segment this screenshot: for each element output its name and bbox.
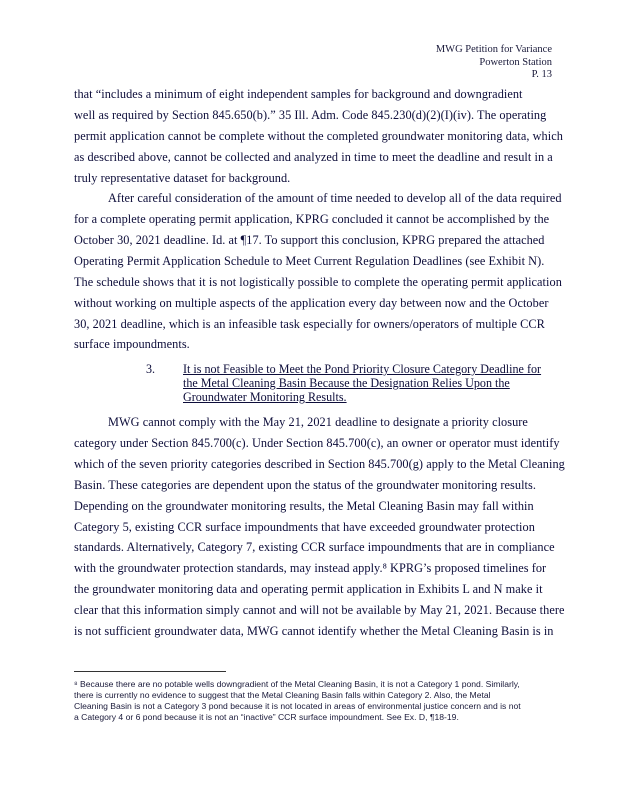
text-line: October 30, 2021 deadline. Id. at ¶17. To support this conclusion, KPRG prepared the attached (74, 233, 545, 247)
text-line: surface impoundments. (74, 337, 190, 351)
footnote-line: a Category 4 or 6 pond because it is not an “inactive” CCR surface impoundment. See Ex. D, ¶18-19. (74, 712, 459, 723)
text-line: truly representative dataset for background. (74, 171, 291, 185)
text-line: the groundwater monitoring data and operating permit application in Exhibits L and N make it (74, 582, 543, 596)
footnote-divider (74, 671, 226, 672)
section-heading-line: It is not Feasible to Meet the Pond Priority Closure Category Deadline for (183, 362, 542, 376)
page-header (436, 44, 552, 82)
text-line: for a complete operating permit application, KPRG concluded it cannot be accomplished by the (74, 212, 550, 226)
text-line: category under Section 845.700(c). Under Section 845.700(c), an owner or operator must identify (74, 436, 560, 450)
text-line: MWG cannot comply with the May 21, 2021 deadline to designate a priority closure (108, 415, 528, 429)
text-line: clear that this information simply cannot and will not be available by May 21, 2021. Because there (74, 603, 565, 617)
text-line: Category 5, existing CCR surface impoundments that have exceeded groundwater protection (74, 520, 535, 534)
header-station: Powerton Station (479, 56, 552, 68)
section-heading-line: Groundwater Monitoring Results. (183, 390, 347, 404)
section-heading (183, 362, 573, 404)
text-line: as described above, cannot be collected and analyzed in time to meet the deadline and result in a (74, 150, 553, 164)
section-number: 3. (146, 362, 156, 376)
section-heading-line: the Metal Cleaning Basin Because the Designation Relies Upon the (183, 376, 510, 390)
text-line: without working on multiple aspects of the application every day between now and the October (74, 296, 549, 310)
text-line: with the groundwater protection standards, may instead apply.⁸ KPRG’s proposed timelines for (74, 561, 547, 575)
text-line: 30, 2021 deadline, which is an infeasible task especially for owners/operators of multiple CCR (74, 317, 545, 331)
footnote (74, 679, 564, 723)
text-line: The schedule shows that it is not logistically possible to complete the operating permit application (74, 275, 562, 289)
header-page-number: P. 13 (531, 69, 552, 80)
text-line: well as required by Section 845.650(b).” 35 Ill. Adm. Code 845.230(d)(2)(I)(iv). The operating (74, 108, 547, 122)
header-title: MWG Petition for Variance (435, 44, 552, 55)
text-line: After careful consideration of the amount of time needed to develop all of the data required (108, 191, 562, 205)
text-line: Depending on the groundwater monitoring results, the Metal Cleaning Basin may fall within (74, 499, 534, 513)
text-line: standards. Alternatively, Category 7, existing CCR surface impoundments that are in compliance (74, 540, 555, 554)
text-line: Basin. These categories are dependent upon the status of the groundwater monitoring results. (74, 478, 536, 492)
text-line: which of the seven priority categories described in Section 845.700(g) apply to the Metal Cleaning (74, 457, 565, 471)
text-line: that “includes a minimum of eight independent samples for background and downgradient (74, 87, 523, 101)
footnote-line: Cleaning Basin is not a Category 3 pond because it is not located in areas of environmental justice concern and is not (74, 701, 521, 712)
text-line: Operating Permit Application Schedule to Meet Current Regulation Deadlines (see Exhibit N). (74, 254, 545, 268)
footnote-line: ⁸ Because there are no potable wells downgradient of the Metal Cleaning Basin, it is not a Category 1 pond. Similarly, (74, 679, 520, 689)
text-line: is not sufficient groundwater data, MWG cannot identify whether the Metal Cleaning Basin is in (74, 624, 554, 638)
text-line: permit application cannot be complete without the completed groundwater monitoring data, which (74, 129, 563, 143)
footnote-line: there is currently no evidence to suggest that the Metal Cleaning Basin falls within Category 2. Also, the Metal (74, 690, 491, 701)
